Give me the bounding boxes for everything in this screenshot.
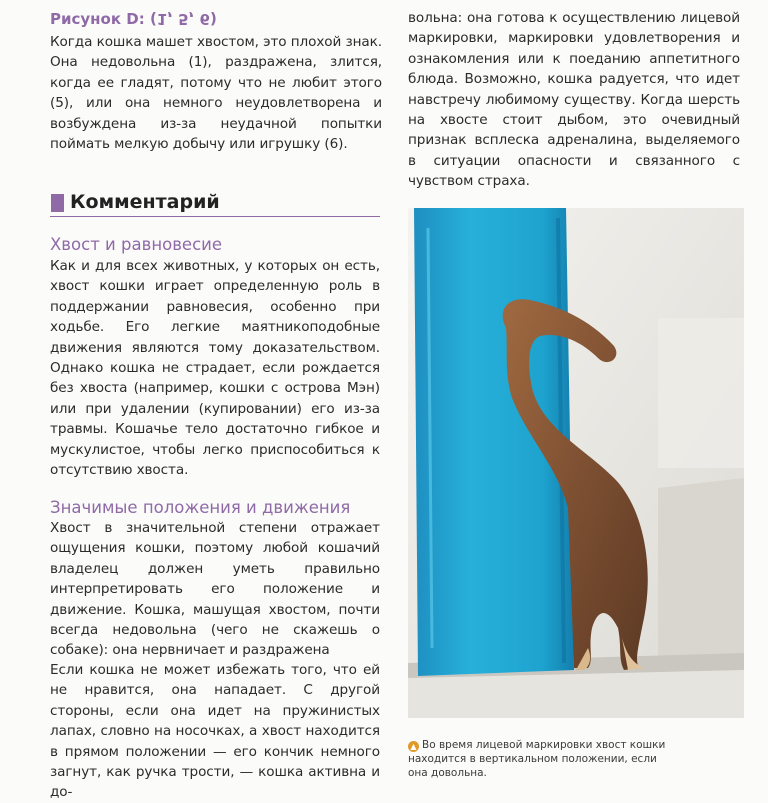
figure-title-numbers: (1, 5, 6): [149, 10, 217, 28]
cat-photo-illustration: [408, 208, 744, 718]
figure-paragraph: Когда кошка машет хвостом, это плохой знак. Она недовольна (1), раздражена, злится, когда ее гладят, потому что не любит этого (5), или она немного неудовлетворена и возбуждена из-за неудачной попытки поймать мелкую добычу или игрушку (6).: [50, 34, 382, 153]
arrow-up-icon: ▲: [408, 741, 419, 752]
section-marker: [51, 194, 64, 212]
subsection-positions-body: [50, 518, 380, 661]
wall-highlight: [658, 318, 744, 468]
right-column: [408, 8, 740, 192]
figure-block: [50, 8, 382, 154]
subsection-positions-paragraph-2: Если кошка не может избежать того, что ей не нравится, она нападает. С другой стороны, если она идет на пружинистых лапах, словно на носочках, а хвост находится в прямом положении — его кончик немного загнут, как ручка трости, — кошка активна и до-: [50, 662, 380, 801]
subsection-positions-body-2: [50, 660, 380, 803]
figure-title-prefix: Рисунок D:: [50, 10, 145, 28]
wall-step: [658, 478, 744, 683]
cat-photo: [408, 208, 744, 718]
right-column-paragraph: вольна: она готова к осуществлению лицевой маркировки, маркировки удовлетворения и ознакомления или к поеданию аппетитного блюда. Возможно, кошка радуется, что идет навстречу любимому существу. Когда шерсть на хвосте стоит дыбом, это очевидный признак всплеска адреналина, выделяемого в ситуации опасности и связанного с чувством страха.: [408, 10, 740, 190]
subsection-balance-paragraph: Как и для всех животных, у которых он есть, хвост кошки играет определенную роль в поддержании равновесия, особенно при ходьбе. Его легкие маятникоподобные движения являются тому доказательством. Однако кошка не страдает, если рождается без хвоста (например, кошки с острова Мэн) или при удалении (купировании) его из-за травмы. Кошачье тело достаточно гибкое и мускулистое, чтобы легко приспособиться к отсутствию хвоста.: [50, 258, 380, 479]
photo-caption: [408, 738, 668, 780]
section-header: [50, 190, 380, 217]
section-title: Комментарий: [70, 191, 220, 213]
subsection-balance-body: [50, 256, 380, 480]
figure-title: [50, 8, 382, 30]
photo-caption-text: Во время лицевой маркировки хвост кошки находится в вертикальном положении, если она довольна.: [408, 739, 666, 779]
floor: [408, 670, 744, 718]
subsection-title-balance: Хвост и равновесие: [50, 235, 223, 254]
subsection-title-positions: Значимые положения и движения: [50, 498, 351, 517]
subsection-positions-paragraph-1: Хвост в значительной степени отражает ощущения кошки, поэтому любой кошачий владелец должен уметь правильно интерпретировать его положение и движение. Кошка, машущая хвостом, почти всегда недовольна (чего не скажешь о собаке): она нервничает и раздражена: [50, 520, 380, 659]
